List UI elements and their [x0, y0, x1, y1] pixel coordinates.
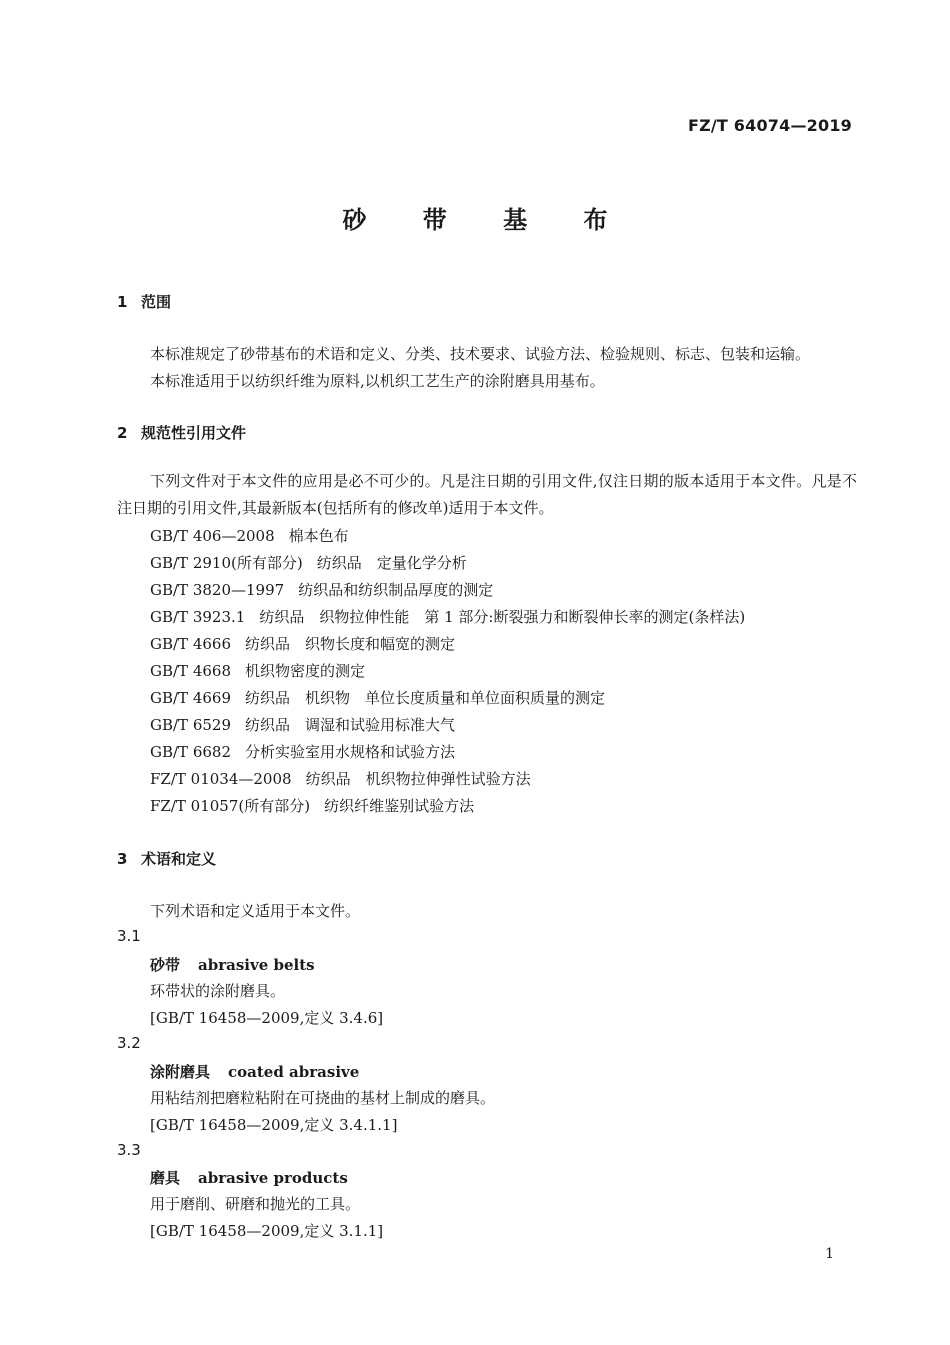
reference-title: 纺织品 调湿和试验用标准大气 [245, 716, 456, 734]
term-name [150, 1167, 348, 1188]
section-number: 2 [117, 424, 128, 442]
term-source: [GB/T 16458—2009,定义 3.1.1] [150, 1222, 384, 1240]
term-name [150, 1061, 359, 1082]
reference-title: 机织物密度的测定 [245, 662, 366, 680]
term-source: [GB/T 16458—2009,定义 3.4.6] [150, 1009, 384, 1027]
reference-item [150, 685, 745, 712]
reference-code: GB/T 6682 [150, 743, 232, 761]
section-number: 3 [117, 850, 128, 868]
section-title: 范围 [141, 293, 172, 311]
reference-code: GB/T 2910(所有部分) [150, 554, 303, 572]
reference-item [150, 712, 745, 739]
reference-item [150, 793, 745, 820]
section-title: 规范性引用文件 [141, 424, 247, 442]
reference-title: 棉本色布 [288, 527, 349, 545]
reference-code: GB/T 4668 [150, 662, 232, 680]
reference-item [150, 658, 745, 685]
reference-item [150, 523, 745, 550]
term-definition: 用于磨削、研磨和抛光的工具。 [150, 1195, 361, 1213]
reference-item [150, 577, 745, 604]
reference-item [150, 604, 745, 631]
term-definition: 用粘结剂把磨粒粘附在可挠曲的基材上制成的磨具。 [150, 1089, 496, 1107]
standard-code: FZ/T 64074—2019 [687, 116, 852, 135]
term-number: 3.1 [117, 927, 141, 945]
document-title: 砂 带 基 布 [342, 206, 632, 234]
reference-title: 纺织品 织物拉伸性能 第 1 部分:断裂强力和断裂伸长率的测定(条样法) [259, 608, 746, 626]
term-number: 3.2 [117, 1034, 141, 1052]
page-number: 1 [825, 1246, 834, 1262]
term-zh: 磨具 [150, 1169, 181, 1187]
references-intro: 下列文件对于本文件的应用是必不可少的。凡是注日期的引用文件,仅注日期的版本适用于本文件。凡是不注日期的引用文件,其最新版本(包括所有的修改单)适用于本文件。 [117, 472, 857, 517]
term-number: 3.3 [117, 1141, 141, 1159]
reference-title: 分析实验室用水规格和试验方法 [245, 743, 456, 761]
reference-code: GB/T 6529 [150, 716, 232, 734]
term-source: [GB/T 16458—2009,定义 3.4.1.1] [150, 1116, 398, 1134]
reference-title: 纺织纤维鉴别试验方法 [324, 797, 475, 815]
reference-code: GB/T 4669 [150, 689, 232, 707]
section-2-heading [117, 422, 246, 443]
reference-title: 纺织品 织物长度和幅宽的测定 [245, 635, 456, 653]
reference-title: 纺织品 机织物拉伸弹性试验方法 [305, 770, 531, 788]
scope-paragraph-1: 本标准规定了砂带基布的术语和定义、分类、技术要求、试验方法、检验规则、标志、包装和运输。 [150, 345, 811, 363]
section-3-heading [117, 848, 216, 869]
reference-item [150, 739, 745, 766]
section-1-heading [117, 291, 171, 312]
reference-item [150, 631, 745, 658]
reference-code: GB/T 3820—1997 [150, 581, 285, 599]
reference-code: GB/T 3923.1 [150, 608, 246, 626]
reference-item [150, 766, 745, 793]
scope-paragraph-2: 本标准适用于以纺织纤维为原料,以机织工艺生产的涂附磨具用基布。 [150, 372, 605, 390]
term-zh: 砂带 [150, 956, 181, 974]
term-zh: 涂附磨具 [150, 1063, 211, 1081]
reference-title: 纺织品 机织物 单位长度质量和单位面积质量的测定 [245, 689, 606, 707]
term-en: coated abrasive [228, 1063, 360, 1081]
reference-code: GB/T 4666 [150, 635, 232, 653]
term-name [150, 954, 315, 975]
term-definition: 环带状的涂附磨具。 [150, 982, 286, 1000]
term-en: abrasive products [198, 1169, 348, 1187]
reference-code: FZ/T 01057(所有部分) [150, 797, 311, 815]
section-number: 1 [117, 293, 128, 311]
reference-code: GB/T 406—2008 [150, 527, 275, 545]
reference-title: 纺织品和纺织制品厚度的测定 [298, 581, 494, 599]
reference-code: FZ/T 01034—2008 [150, 770, 292, 788]
section-title: 术语和定义 [141, 850, 217, 868]
reference-title: 纺织品 定量化学分析 [316, 554, 467, 572]
term-en: abrasive belts [198, 956, 315, 974]
reference-list [150, 523, 745, 820]
terms-intro: 下列术语和定义适用于本文件。 [150, 902, 361, 920]
reference-item [150, 550, 745, 577]
